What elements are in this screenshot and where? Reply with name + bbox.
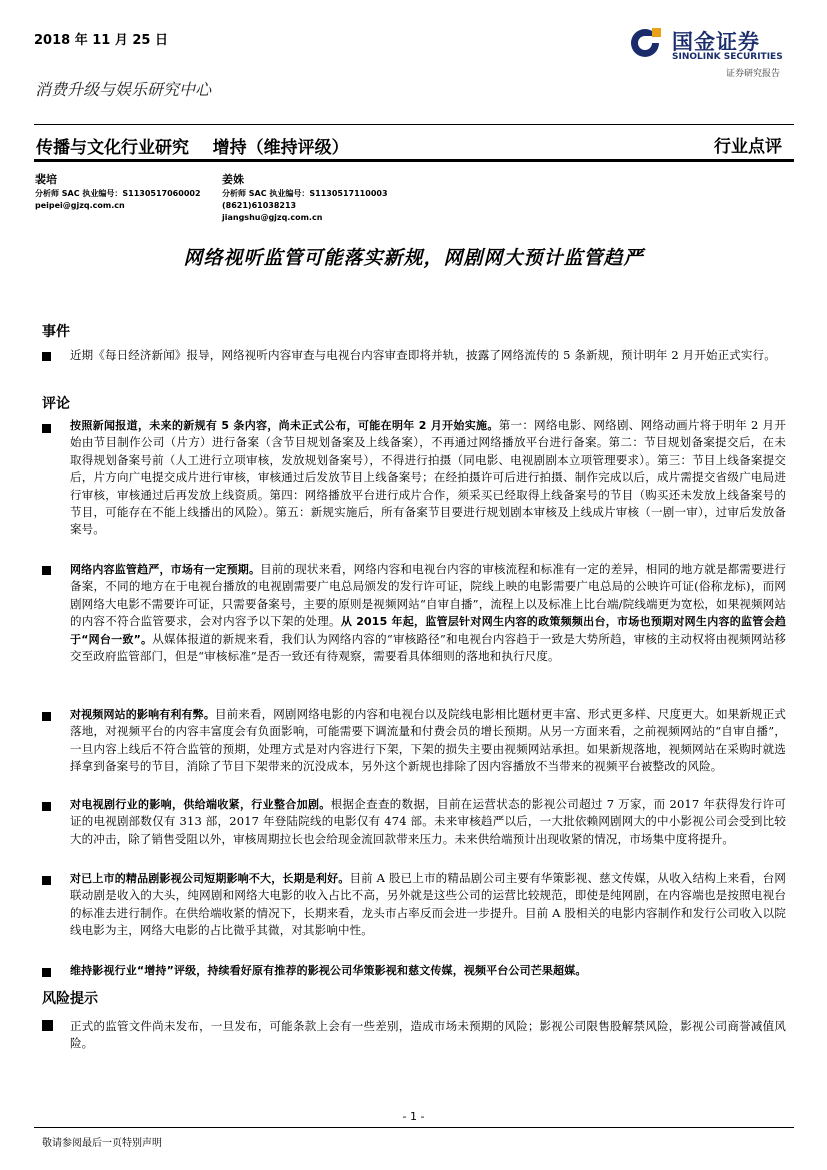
comment-5-body: 目前 A 股已上市的精品剧公司主要有华策影视、慈文传媒，从收入结构上来看，台网联动剧是收入的大头，纯网剧和网络大电影的收入占比不高，另外就是这些公司的运营比较规范，即使是纯网剧，在内容端也是按照电视台的标准去进行制作。在供给端收紧的情况下，长期来看，龙头市占率反而会进一步提升。目前 A 股相关的电影内容制作和发行公司收入以院线电影为主，网络大电影的占比微乎其微，对其影响中性。 (70, 871, 786, 938)
comment-4 (70, 796, 786, 848)
analyst-cert: 分析师 SAC 执业编号：S1130517060002 (35, 189, 201, 198)
analyst-email[interactable]: jiangshu@gjzq.com.cn (222, 213, 323, 222)
analyst-cert: 分析师 SAC 执业编号：S1130517110003 (222, 189, 388, 198)
headline: 网络视听监管可能落实新规，网剧网大预计监管趋严 (183, 247, 644, 269)
footer-divider (34, 1127, 794, 1128)
analyst-1 (35, 174, 201, 212)
comment-1-body: 第一：网络电影、网络剧、网络动画片将于明年 2 月开始由节目制作公司（片方）进行备案（含节目规划备案及上线备案），不再通过网络播放平台进行备案。第二：节目规划备案提交后，在未取得规划备案号前（人工进行立项审核，发放规划备案号），不得进行拍摄（同电影、电视剧剧本立项管理要求）。第三：节目上线备案提交后，片方向广电提交成片进行审核，审核通过后发放节目上线备案号；在经拍摄许可后进行拍摄、制作完成以后，成片需提交省级广电局进行审核，审核通过后再发放上线资质。第四：网络播放平台进行成片合作，须采买已经取得上线备案号的节目（购买还未发放上线备案号的节目，可能存在不能上线播出的风险）。第五：新规实施后，所有备案节目要进行规划剧本审核及上线成片审核（一剧一审），过审后发放备案号。 (70, 418, 786, 537)
comment-4-body: 根据企查查的数据，目前在运营状态的影视公司超过 7 万家，而 2017 年获得发行许可证的电视剧部数仅有 313 部，2017 年登陆院线的电影仅有 474 部。未来审核趋严以后，一大批依赖网剧网大的中小影视公司会受到比较大的冲击，除了销售受阻以外，审核周期拉长也会给现金流回款带来压力。未来供给端预计出现收紧的情况，市场集中度将提升。 (70, 797, 786, 846)
risk-text: 正式的监管文件尚未发布，一旦发布，可能条款上会有一些差别，造成市场未预期的风险；影视公司限售股解禁风险，影视公司商誉减值风险。 (70, 1019, 786, 1051)
research-center: 消费升级与娱乐研究中心 (35, 80, 212, 99)
comment-5 (70, 870, 786, 940)
title-bar (34, 124, 794, 162)
section-title-risk: 风险提示 (42, 991, 98, 1007)
company-logo (630, 24, 795, 79)
page-number: - 1 - (402, 1110, 425, 1123)
section-title-event: 事件 (42, 324, 70, 340)
comment-3 (70, 706, 786, 776)
bullet-icon (42, 876, 51, 885)
analyst-name: 姜姝 (222, 173, 244, 186)
comment-4-lead: 对电视剧行业的影响，供给端收紧，行业整合加剧。 (70, 798, 331, 811)
comment-2 (70, 561, 786, 665)
comment-5-lead: 对已上市的精品剧影视公司短期影响不大，长期是利好。 (70, 872, 350, 885)
analyst-2 (222, 174, 388, 224)
analyst-phone: (8621)61038213 (222, 201, 297, 210)
report-date: 2018 年 11 月 25 日 (34, 33, 168, 48)
comment-3-lead: 对视频网站的影响有利有弊。 (70, 708, 215, 721)
report-category: 行业点评 (714, 137, 782, 157)
report-type: 传播与文化行业研究 增持（维持评级） (36, 138, 349, 158)
comment-1 (70, 417, 786, 539)
comment-2-lead: 网络内容监管趋严，市场有一定预期。 (70, 563, 261, 576)
sinolink-logo-icon (630, 26, 664, 60)
comment-3-body: 目前来看，网剧网络电影的内容和电视台以及院线电影相比题材更丰富、形式更多样、尺度更大。如果新规正式落地，对视频平台的内容丰富度会有负面影响，可能需要下调流量和付费会员的增长预期。从另一方面来看，之前视频网站的“自审自播”，一旦内容上线后不符合监管的预期，处理方式是对内容进行下架，下架的损失主要由视频网站承担。如果新规落地，视频网站在采购时就选择拿到备案号的节目，消除了节目下架带来的沉没成本，另外这个新规也排除了因内容播放不当带来的视频平台被整改的风险。 (70, 707, 787, 774)
section-title-comment: 评论 (42, 396, 70, 412)
bullet-icon (42, 352, 51, 361)
comment-6: 维持影视行业“增持”评级，持续看好原有推荐的影视公司华策影视和慈文传媒，视频平台公司芒果超媒。 (70, 964, 587, 977)
analyst-email[interactable]: peipei@gjzq.com.cn (35, 201, 125, 210)
bullet-icon (42, 424, 51, 433)
bullet-icon (42, 1020, 53, 1031)
comment-1-lead: 按照新闻报道，未来的新规有 5 条内容，尚未正式公布，可能在明年 2 月开始实施。 (70, 419, 499, 432)
logo-subtitle: 证券研究报告 (726, 69, 781, 79)
logo-name: 国金证券 (672, 30, 760, 54)
logo-name-en: SINOLINK SECURITIES (672, 52, 783, 62)
bullet-icon (42, 802, 51, 811)
bullet-icon (42, 712, 51, 721)
comment-2-body-2: 从媒体报道的新规来看，我们认为网络内容的“审核路径”和电视台内容趋于一致是大势所趋，审核的主动权将由视频网站移交至政府监管部门，但是“审核标准”是否一致还有待观察，需要看具体细则的落地和执行尺度。 (70, 631, 786, 664)
analyst-name: 裴培 (35, 173, 57, 186)
event-text: 近期《每日经济新闻》报导，网络视听内容审查与电视台内容审查即将并轨，披露了网络流传的 5 条新规，预计明年 2 月开始正式实行。 (70, 348, 776, 362)
bullet-icon (42, 968, 51, 977)
disclaimer: 敬请参阅最后一页特别声明 (42, 1138, 162, 1149)
comment-2-body-1: 目前的现状来看，网络内容和电视台内容的审核流程和标准有一定的差异，相同的地方就是都需要进行备案，不同的地方在于电视台播放的电视剧需要广电总局颁发的发行许可证，院线上映的电影需要广电总局的公映许可证(俗称龙标)，而网剧网络大电影不需要许可证，只需要备案号，主要的原则是视频网站“自审自播”，流程上以及标准上比台端/院线端更为宽松，如果视频网站的内容不符合监管要求，会对内容予以下架的处理。 (70, 562, 786, 629)
comment-2-lead-2: 从 2015 年起，监管层针对网生内容的政策频频出台，市场也预期对网生内容的监管会趋于“网台一致”。 (70, 615, 786, 646)
bullet-icon (42, 566, 51, 575)
